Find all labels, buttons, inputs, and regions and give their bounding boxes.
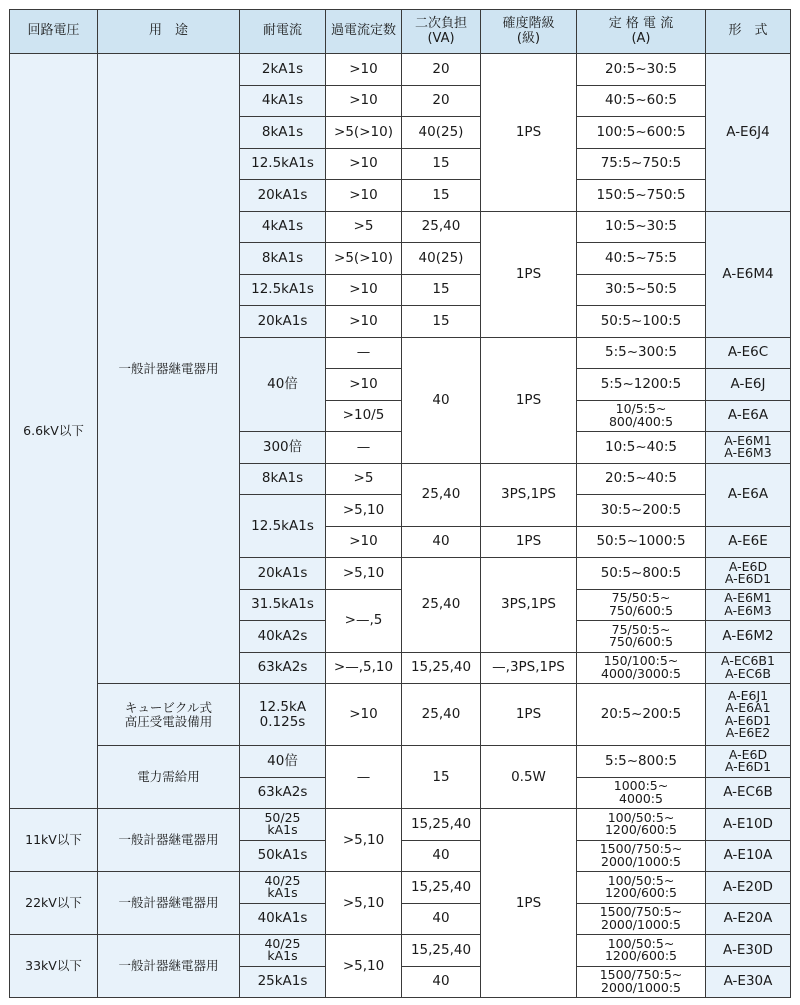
accuracy-cell: 0.5W xyxy=(481,746,577,809)
model-cell: A-E6J1 A-E6A1 A-E6D1 A-E6E2 xyxy=(706,684,791,746)
accuracy-cell: 1PS xyxy=(481,526,577,558)
rated-cell: 5:5~300:5 xyxy=(577,337,706,369)
rated-cell: 100/50:5~ 1200/600:5 xyxy=(577,809,706,841)
overcurrent-cell: >5,10 xyxy=(326,809,402,872)
withstand-cell: 4kA1s xyxy=(240,211,326,243)
overcurrent-cell: >10/5 xyxy=(326,400,402,432)
overcurrent-cell: >5 xyxy=(326,211,402,243)
burden-cell: 40 xyxy=(402,966,481,998)
accuracy-cell: 1PS xyxy=(481,211,577,337)
rated-cell: 40:5~75:5 xyxy=(577,243,706,275)
overcurrent-cell: >5 xyxy=(326,463,402,495)
table-row xyxy=(10,746,791,778)
withstand-cell: 40倍 xyxy=(240,746,326,778)
usage-cell: 一般計器継電器用 xyxy=(98,54,240,684)
withstand-cell: 50kA1s xyxy=(240,840,326,872)
rated-cell: 100/50:5~ 1200/600:5 xyxy=(577,872,706,904)
table-row xyxy=(10,54,791,86)
rated-cell: 75:5~750:5 xyxy=(577,148,706,180)
model-cell: A-E20D xyxy=(706,872,791,904)
withstand-cell: 25kA1s xyxy=(240,966,326,998)
model-cell: A-E6J xyxy=(706,369,791,401)
rated-cell: 20:5~40:5 xyxy=(577,463,706,495)
accuracy-cell: 1PS xyxy=(481,809,577,998)
burden-cell: 15,25,40 xyxy=(402,872,481,904)
rated-cell: 10/5:5~ 800/400:5 xyxy=(577,400,706,432)
burden-cell: 15 xyxy=(402,746,481,809)
burden-cell: 40 xyxy=(402,840,481,872)
header-burden: 二次負担 (VA) xyxy=(402,10,481,54)
withstand-cell: 12.5kA 0.125s xyxy=(240,684,326,746)
model-cell: A-E6M1 A-E6M3 xyxy=(706,589,791,621)
rated-cell: 10:5~30:5 xyxy=(577,211,706,243)
model-cell: A-E6M4 xyxy=(706,211,791,337)
rated-cell: 150/100:5~ 4000/3000:5 xyxy=(577,652,706,684)
rated-cell: 75/50:5~ 750/600:5 xyxy=(577,589,706,621)
rated-cell: 1500/750:5~ 2000/1000:5 xyxy=(577,903,706,935)
rated-cell: 50:5~100:5 xyxy=(577,306,706,338)
burden-cell: 25,40 xyxy=(402,558,481,653)
withstand-cell: 40kA2s xyxy=(240,621,326,653)
withstand-cell: 8kA1s xyxy=(240,463,326,495)
rated-cell: 20:5~200:5 xyxy=(577,684,706,746)
header-withstand: 耐電流 xyxy=(240,10,326,54)
rated-cell: 75/50:5~ 750/600:5 xyxy=(577,621,706,653)
usage-cell: 一般計器継電器用 xyxy=(98,872,240,935)
withstand-cell: 40/25 kA1s xyxy=(240,935,326,967)
withstand-cell: 63kA2s xyxy=(240,652,326,684)
voltage-cell: 22kV以下 xyxy=(10,872,98,935)
overcurrent-cell: >10 xyxy=(326,85,402,117)
overcurrent-cell: >—,5 xyxy=(326,589,402,652)
overcurrent-cell: >—,5,10 xyxy=(326,652,402,684)
accuracy-cell: 3PS,1PS xyxy=(481,463,577,526)
accuracy-cell: 1PS xyxy=(481,684,577,746)
model-cell: A-E6D A-E6D1 xyxy=(706,746,791,778)
spec-table-wrapper xyxy=(9,9,791,998)
rated-cell: 30:5~50:5 xyxy=(577,274,706,306)
withstand-cell: 31.5kA1s xyxy=(240,589,326,621)
burden-cell: 15,25,40 xyxy=(402,652,481,684)
rated-cell: 1500/750:5~ 2000/1000:5 xyxy=(577,840,706,872)
withstand-cell: 2kA1s xyxy=(240,54,326,86)
rated-cell: 5:5~1200:5 xyxy=(577,369,706,401)
overcurrent-cell: >10 xyxy=(326,148,402,180)
overcurrent-cell: >5,10 xyxy=(326,872,402,935)
overcurrent-cell: >5,10 xyxy=(326,558,402,590)
withstand-cell: 8kA1s xyxy=(240,117,326,149)
header-rated: 定 格 電 流 (A) xyxy=(577,10,706,54)
withstand-cell: 20kA1s xyxy=(240,306,326,338)
withstand-cell: 20kA1s xyxy=(240,558,326,590)
model-cell: A-EC6B1 A-EC6B xyxy=(706,652,791,684)
rated-cell: 1000:5~ 4000:5 xyxy=(577,777,706,809)
rated-cell: 100:5~600:5 xyxy=(577,117,706,149)
rated-cell: 20:5~30:5 xyxy=(577,54,706,86)
withstand-cell: 63kA2s xyxy=(240,777,326,809)
rated-cell: 5:5~800:5 xyxy=(577,746,706,778)
model-cell: A-E6E xyxy=(706,526,791,558)
burden-cell: 15 xyxy=(402,148,481,180)
burden-cell: 25,40 xyxy=(402,463,481,526)
model-cell: A-E6D A-E6D1 xyxy=(706,558,791,590)
usage-cell: 電力需給用 xyxy=(98,746,240,809)
model-cell: A-E6M1 A-E6M3 xyxy=(706,432,791,464)
table-row xyxy=(10,684,791,746)
burden-cell: 15,25,40 xyxy=(402,935,481,967)
overcurrent-cell: >10 xyxy=(326,684,402,746)
header-model: 形 式 xyxy=(706,10,791,54)
rated-cell: 50:5~1000:5 xyxy=(577,526,706,558)
burden-cell: 20 xyxy=(402,85,481,117)
burden-cell: 40 xyxy=(402,337,481,463)
header-overcurrent: 過電流定数 xyxy=(326,10,402,54)
burden-cell: 15 xyxy=(402,274,481,306)
burden-cell: 15,25,40 xyxy=(402,809,481,841)
burden-cell: 15 xyxy=(402,180,481,212)
burden-cell: 40(25) xyxy=(402,117,481,149)
burden-cell: 25,40 xyxy=(402,211,481,243)
model-cell: A-E10A xyxy=(706,840,791,872)
overcurrent-cell: >5,10 xyxy=(326,935,402,998)
voltage-cell: 33kV以下 xyxy=(10,935,98,998)
withstand-cell: 40kA1s xyxy=(240,903,326,935)
rated-cell: 30:5~200:5 xyxy=(577,495,706,527)
rated-cell: 1500/750:5~ 2000/1000:5 xyxy=(577,966,706,998)
model-cell: A-E30A xyxy=(706,966,791,998)
burden-cell: 40 xyxy=(402,526,481,558)
model-cell: A-E6A xyxy=(706,463,791,526)
table-row xyxy=(10,935,791,967)
withstand-cell: 20kA1s xyxy=(240,180,326,212)
header-row xyxy=(10,10,791,54)
model-cell: A-E30D xyxy=(706,935,791,967)
withstand-cell: 50/25 kA1s xyxy=(240,809,326,841)
withstand-cell: 300倍 xyxy=(240,432,326,464)
model-cell: A-E6A xyxy=(706,400,791,432)
accuracy-cell: 1PS xyxy=(481,54,577,212)
accuracy-cell: 3PS,1PS xyxy=(481,558,577,653)
model-cell: A-E6J4 xyxy=(706,54,791,212)
rated-cell: 100/50:5~ 1200/600:5 xyxy=(577,935,706,967)
model-cell: A-EC6B xyxy=(706,777,791,809)
overcurrent-cell: >5(>10) xyxy=(326,243,402,275)
usage-cell: 一般計器継電器用 xyxy=(98,935,240,998)
rated-cell: 150:5~750:5 xyxy=(577,180,706,212)
withstand-cell: 4kA1s xyxy=(240,85,326,117)
overcurrent-cell: >10 xyxy=(326,180,402,212)
table-row xyxy=(10,872,791,904)
overcurrent-cell: — xyxy=(326,432,402,464)
voltage-cell: 11kV以下 xyxy=(10,809,98,872)
overcurrent-cell: >5,10 xyxy=(326,495,402,527)
overcurrent-cell: >10 xyxy=(326,54,402,86)
overcurrent-cell: >10 xyxy=(326,369,402,401)
header-usage: 用 途 xyxy=(98,10,240,54)
burden-cell: 20 xyxy=(402,54,481,86)
overcurrent-cell: >10 xyxy=(326,306,402,338)
overcurrent-cell: >5(>10) xyxy=(326,117,402,149)
model-cell: A-E6M2 xyxy=(706,621,791,653)
usage-cell: 一般計器継電器用 xyxy=(98,809,240,872)
accuracy-cell: —,3PS,1PS xyxy=(481,652,577,684)
burden-cell: 15 xyxy=(402,306,481,338)
withstand-cell: 40倍 xyxy=(240,337,326,432)
header-voltage: 回路電圧 xyxy=(10,10,98,54)
burden-cell: 25,40 xyxy=(402,684,481,746)
withstand-cell: 40/25 kA1s xyxy=(240,872,326,904)
burden-cell: 40(25) xyxy=(402,243,481,275)
ct-spec-table xyxy=(9,9,791,998)
rated-cell: 10:5~40:5 xyxy=(577,432,706,464)
withstand-cell: 12.5kA1s xyxy=(240,274,326,306)
voltage-cell: 6.6kV以下 xyxy=(10,54,98,809)
burden-cell: 40 xyxy=(402,903,481,935)
header-accuracy: 確度階級 (級) xyxy=(481,10,577,54)
overcurrent-cell: >10 xyxy=(326,526,402,558)
withstand-cell: 12.5kA1s xyxy=(240,148,326,180)
table-row xyxy=(10,809,791,841)
model-cell: A-E10D xyxy=(706,809,791,841)
withstand-cell: 8kA1s xyxy=(240,243,326,275)
overcurrent-cell: — xyxy=(326,337,402,369)
model-cell: A-E6C xyxy=(706,337,791,369)
model-cell: A-E20A xyxy=(706,903,791,935)
rated-cell: 40:5~60:5 xyxy=(577,85,706,117)
accuracy-cell: 1PS xyxy=(481,337,577,463)
overcurrent-cell: >10 xyxy=(326,274,402,306)
usage-cell: キュービクル式 高圧受電設備用 xyxy=(98,684,240,746)
overcurrent-cell: — xyxy=(326,746,402,809)
rated-cell: 50:5~800:5 xyxy=(577,558,706,590)
withstand-cell: 12.5kA1s xyxy=(240,495,326,558)
